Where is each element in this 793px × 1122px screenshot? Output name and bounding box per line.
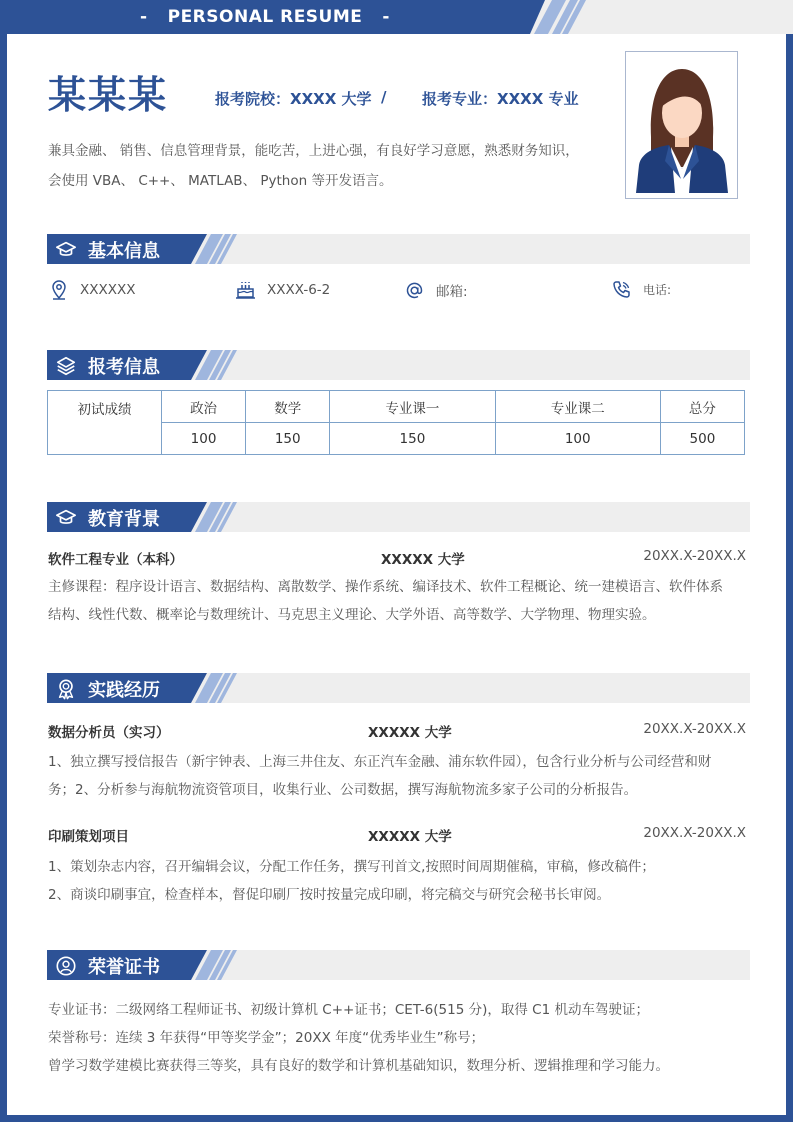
score-value-cell: 500	[660, 423, 744, 455]
practice-role: 印刷策划项目	[48, 829, 129, 845]
practice-role: 数据分析员（实习）	[48, 725, 170, 741]
score-value-cell: 100	[495, 423, 660, 455]
section-title: 荣誉证书	[88, 957, 160, 978]
practice-description	[48, 853, 748, 909]
email-value: 邮箱:	[436, 284, 468, 300]
profile-photo	[625, 51, 738, 199]
avatar-icon	[631, 57, 732, 193]
self-intro	[48, 136, 608, 196]
info-phone	[612, 280, 671, 299]
location-pin-icon	[50, 280, 68, 300]
section-header-basic-info	[47, 234, 750, 264]
applied-school: 报考院校：XXXX 大学	[215, 90, 372, 108]
score-header-cell: 专业课二	[495, 391, 660, 423]
info-location	[50, 280, 136, 300]
course-line: 结构、线性代数、概率论与数理统计、马克思主义理论、大学外语、高等数学、大学物理、物理实验。	[48, 607, 656, 623]
phone-value: 电话:	[643, 283, 672, 297]
honor-line: 专业证书：二级网络工程师证书、初级计算机 C++证书；CET-6(515 分)，取得 C1 机动车驾驶证；	[48, 1002, 649, 1018]
birthday-cake-icon	[236, 280, 255, 299]
top-banner	[0, 0, 793, 34]
education-major: 软件工程专业（本科）	[48, 552, 183, 568]
section-title: 教育背景	[88, 509, 160, 530]
section-title: 报考信息	[88, 357, 160, 378]
score-value-cell: 100	[162, 423, 246, 455]
table-row	[48, 391, 745, 423]
banner-dash-left: -	[140, 7, 148, 27]
honor-line: 荣誉称号：连续 3 年获得“甲等奖学金”；20XX 年度“优秀毕业生”称号；	[48, 1030, 485, 1046]
score-value-cell: 150	[246, 423, 330, 455]
section-header-honors	[47, 950, 750, 980]
score-header-cell: 专业课一	[330, 391, 495, 423]
banner-title	[0, 0, 530, 34]
candidate-name: 某某某	[48, 73, 169, 117]
layers-icon	[55, 355, 77, 377]
section-header-education	[47, 502, 750, 532]
practice-org: XXXXX 大学	[368, 829, 452, 845]
applied-major: 报考专业：XXXX 专业	[422, 90, 579, 108]
practice-period: 20XX.X-20XX.X	[643, 721, 746, 737]
info-email	[405, 280, 468, 300]
honors-list	[48, 996, 748, 1080]
course-line: 主修课程：程序设计语言、数据结构、离散数学、操作系统、编译技术、软件工程概论、统一建模语言、软件体系	[48, 579, 723, 595]
exam-score-table	[47, 390, 745, 455]
section-header-exam-info	[47, 350, 750, 380]
score-header-cell: 政治	[162, 391, 246, 423]
intro-line: 兼具金融、 销售、信息管理背景，能吃苦，上进心强，有良好学习意愿，熟悉财务知识，	[48, 143, 579, 159]
practice-line: 1、独立撰写授信报告（新宇钟表、上海三井住友、东正汽车金融、浦东软件园），包含行业分析与公司经营和财	[48, 754, 712, 770]
graduation-cap-icon	[55, 239, 77, 261]
award-ribbon-icon	[55, 678, 77, 700]
birthday-value: XXXX-6-2	[267, 281, 331, 298]
practice-line: 务；2、分析参与海航物流资管项目，收集行业、公司数据，撰写海航物流多家子公司的分析报告。	[48, 782, 638, 798]
education-courses	[48, 573, 748, 629]
score-value-cell: 150	[330, 423, 495, 455]
section-title: 基本信息	[88, 241, 160, 262]
score-header-cell: 数学	[246, 391, 330, 423]
practice-org: XXXXX 大学	[368, 725, 452, 741]
education-period: 20XX.X-20XX.X	[643, 548, 746, 564]
education-school: XXXXX 大学	[381, 552, 465, 568]
at-sign-icon	[405, 281, 424, 300]
graduation-cap-icon	[55, 507, 77, 529]
user-circle-icon	[55, 955, 77, 977]
apply-separator: /	[381, 88, 387, 106]
score-row-label: 初试成绩	[48, 391, 162, 455]
banner-dash-right: -	[382, 7, 390, 27]
info-birthday	[236, 280, 330, 299]
practice-period: 20XX.X-20XX.X	[643, 825, 746, 841]
practice-line: 1、策划杂志内容，召开编辑会议，分配工作任务，撰写刊首文,按照时间周期催稿，审稿，修改稿件；	[48, 859, 655, 875]
practice-line: 2、商谈印刷事宜，检查样本，督促印刷厂按时按量完成印刷，将完稿交与研究会秘书长审阅。	[48, 887, 611, 903]
location-value: XXXXXX	[80, 282, 136, 298]
score-header-cell: 总分	[660, 391, 744, 423]
section-header-practice	[47, 673, 750, 703]
section-title: 实践经历	[88, 680, 160, 701]
honor-line: 曾学习数学建模比赛获得三等奖，具有良好的数学和计算机基础知识，数理分析、逻辑推理和学习能力。	[48, 1058, 669, 1074]
practice-description	[48, 748, 748, 804]
intro-line: 会使用 VBA、 C++、 MATLAB、 Python 等开发语言。	[48, 173, 393, 189]
banner-title-text: PERSONAL RESUME	[167, 7, 363, 27]
phone-icon	[612, 280, 631, 299]
